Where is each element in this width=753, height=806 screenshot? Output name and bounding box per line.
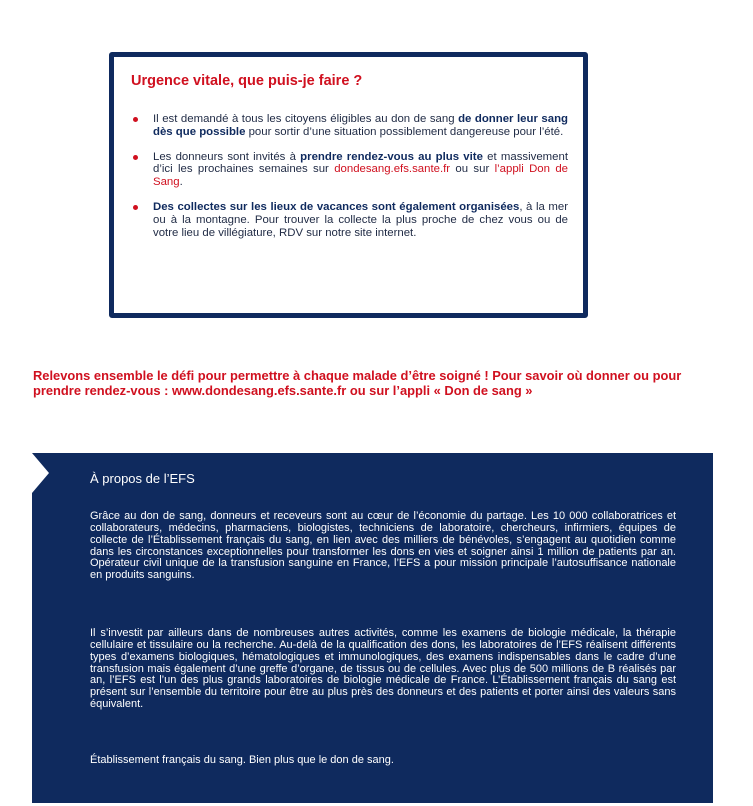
about-notch-decoration [32,453,49,493]
about-title: À propos de l’EFS [90,471,195,486]
urgence-list [132,113,568,239]
about-paragraph: Établissement français du sang. Bien plus que le don de sang. [90,754,394,766]
list-item: Des collectes sur les lieux de vacances sont également organisées, à la mer ou à la montagne. Pour trouver la collecte la plus proche de chez vous ou de votre lieu de villégiature, RDV sur notre site internet. [132,201,568,239]
defi-call-to-action: Relevons ensemble le défi pour permettre à chaque malade d’être soigné ! Pour savoir où donner ou pour prendre rendez-vous : www.dondesang.efs.sante.fr ou sur l’appli « Don de sang » [33,368,682,399]
list-item: Les donneurs sont invités à prendre rendez-vous au plus vite et massivement d’ici les prochaines semaines sur dondesang.efs.sante.fr ou sur l’appli Don de Sang. [132,151,568,189]
about-paragraph: Il s’investit par ailleurs dans de nombreuses autres activités, comme les examens de biologie médicale, la thérapie cellulaire et tissulaire ou la recherche. Au-delà de la qualification des dons, les laboratoires de l’EFS réalisent différents types d’examens biologiques, hématologiques et immunologiques, des examens indispensables dans le cadre d’une transfusion mais également d’une greffe d’organe, de tissus ou de cellules. Avec plus de 500 millions de B réalisés par an, l’EFS est l’un des plus grands laboratoires de biologie médicale de France. L’Établissement français du sang est présent sur l’ensemble du territoire pour être au plus près des donneurs et des patients et porter ainsi des valeurs sans équivalent. [90,627,676,711]
dondesang-link[interactable]: dondesang.efs.sante.fr [334,163,451,176]
urgence-title: Urgence vitale, que puis-je faire ? [131,73,363,89]
urgence-box [109,52,588,318]
list-item: Il est demandé à tous les citoyens éligibles au don de sang de donner leur sang dès que possible pour sortir d’une situation possiblement dangereuse pour l’été. [132,113,568,139]
about-paragraph: Grâce au don de sang, donneurs et receveurs sont au cœur de l’économie du partage. Les 10 000 collaboratrices et collaborateurs, médecins, pharmaciens, biologistes, techniciens de laboratoire, chercheurs, infirmiers, équipes de collecte de l’Établissement français du sang, en lien avec des milliers de bénévoles, s’engagent au quotidien comme dans les circonstances exceptionnelles pour transformer les dons en vies et soigner ainsi 1 million de patients par an. Opérateur civil unique de la transfusion sanguine en France, l’EFS a pour mission principale l’autosuffisance nationale en produits sanguins. [90,510,676,582]
appli-don-de-sang-link[interactable]: l’appli Don de Sang [153,163,568,189]
about-efs-section [32,453,713,803]
